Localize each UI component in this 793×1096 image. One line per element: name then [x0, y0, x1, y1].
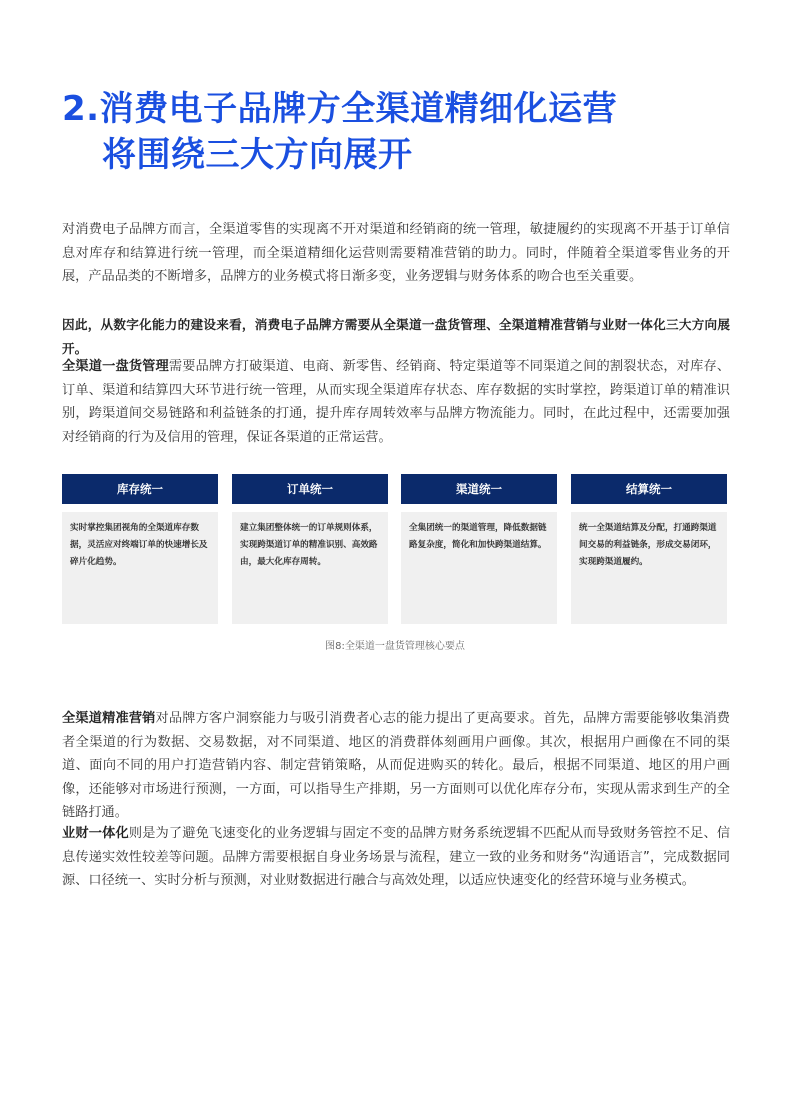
business-finance-paragraph: [62, 822, 730, 893]
card-order: [232, 474, 388, 624]
card-body: 统一全渠道结算及分配，打通跨渠道间交易的利益链条，形成交易闭环，实现跨渠道履约。: [571, 512, 727, 624]
card-title: 库存统一: [62, 474, 218, 504]
inventory-management-lead: 全渠道一盘货管理: [62, 359, 169, 374]
card-settlement: [571, 474, 727, 624]
card-title: 渠道统一: [401, 474, 557, 504]
heading-line-2: 将围绕三大方向展开: [102, 135, 413, 175]
card-body: 全集团统一的渠道管理，降低数据链路复杂度，简化和加快跨渠道结算。: [401, 512, 557, 624]
page-heading: [62, 86, 742, 178]
figure-caption: 图8:全渠道一盘货管理核心要点: [325, 641, 465, 652]
card-inventory: [62, 474, 218, 624]
card-title: 结算统一: [571, 474, 727, 504]
card-body: 实时掌控集团视角的全渠道库存数据，灵活应对终端订单的快速增长及碎片化趋势。: [62, 512, 218, 624]
heading-line-1: 2.消费电子品牌方全渠道精细化运营: [62, 89, 618, 129]
card-body: 建立集团整体统一的订单规则体系，实现跨渠道订单的精准识别、高效路由，最大化库存周转。: [232, 512, 388, 624]
precision-marketing-paragraph: [62, 707, 730, 825]
inventory-management-body: 需要品牌方打破渠道、电商、新零售、经销商、特定渠道等不同渠道之间的割裂状态，对库存、订单、渠道和结算四大环节进行统一管理，从而实现全渠道库存状态、库存数据的实时掌控，跨渠道订单的精准识别，跨渠道间交易链路和利益链条的打通，提升库存周转效率与品牌方物流能力。同时，在此过程中，还需要加强对经销商的行为及信用的管理，保证各渠道的正常运营。: [62, 359, 731, 445]
business-finance-body: 则是为了避免飞速变化的业务逻辑与固定不变的品牌方财务系统逻辑不匹配从而导致财务管控不足、信息传递实效性较差等问题。品牌方需要根据自身业务场景与流程，建立一致的业务和财务“沟通语言”，完成数据同源、口径统一、实时分析与预测，对业财数据进行融合与高效处理，以适应快速变化的经营环境与业务模式。: [62, 826, 731, 888]
summary-paragraph: 因此，从数字化能力的建设来看，消费电子品牌方需要从全渠道一盘货管理、全渠道精准营销与业财一体化三大方向展开。: [62, 317, 730, 356]
card-title: 订单统一: [232, 474, 388, 504]
precision-marketing-body: 对品牌方客户洞察能力与吸引消费者心志的能力提出了更高要求。首先，品牌方需要能够收集消费者全渠道的行为数据、交易数据，对不同渠道、地区的消费群体刻画用户画像。其次，根据用户画像在不同的渠道、面向不同的用户打造营销内容、制定营销策略，从而促进购买的转化。最后，根据不同渠道、地区的用户画像，还能够对市场进行预测，一方面，可以指导生产排期，另一方面则可以优化库存分布，实现从需求到生产的全链路打通。: [62, 711, 730, 820]
card-channel: [401, 474, 557, 624]
precision-marketing-lead: 全渠道精准营销: [62, 711, 156, 726]
inventory-management-paragraph: [62, 355, 730, 449]
core-points-diagram: [62, 474, 728, 624]
business-finance-lead: 业财一体化: [62, 826, 129, 841]
intro-paragraph: 对消费电子品牌方而言，全渠道零售的实现离不开对渠道和经销商的统一管理，敏捷履约的实现离不开基于订单信息对库存和结算进行统一管理，而全渠道精细化运营则需要精准营销的助力。同时，伴随着全渠道零售业务的开展，产品品类的不断增多，品牌方的业务模式将日渐多变，业务逻辑与财务体系的吻合也至关重要。: [62, 222, 730, 284]
